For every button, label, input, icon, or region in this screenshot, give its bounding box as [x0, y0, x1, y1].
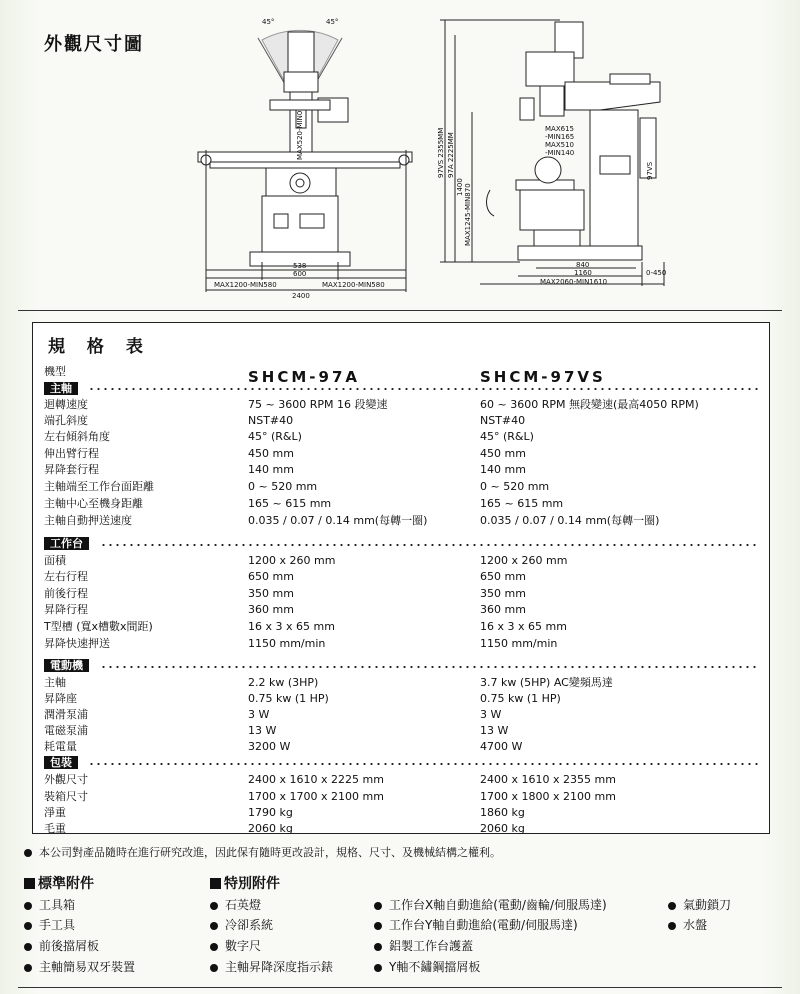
accessory-item — [210, 896, 261, 913]
section-packing: 包裝 — [44, 756, 78, 769]
accessory-label: 水盤 — [683, 918, 708, 932]
accessory-label: 工具箱 — [39, 898, 76, 912]
bullet-icon — [374, 902, 382, 910]
accessory-item — [24, 937, 99, 954]
bullet-icon — [24, 964, 32, 972]
accessory-item — [668, 916, 707, 933]
row-value-b: 45° (R&L) — [480, 430, 534, 443]
section-dots — [88, 763, 758, 765]
row-label: 耗電量 — [44, 740, 77, 753]
row-value-b: 0.035 / 0.07 / 0.14 mm(每轉一圈) — [480, 514, 660, 527]
accessory-label: Y軸不鏽鋼擋屑板 — [389, 960, 481, 974]
row-value-b: 2400 x 1610 x 2355 mm — [480, 773, 616, 786]
section-dots — [100, 544, 758, 546]
row-label: 左右行程 — [44, 570, 88, 583]
bullet-icon — [210, 922, 218, 930]
optional-accessories-title — [210, 873, 280, 893]
bullet-icon — [210, 964, 218, 972]
row-value-a: 450 mm — [248, 447, 294, 460]
standard-title-text: 標準附件 — [38, 876, 94, 892]
row-label: 主軸自動押送速度 — [44, 514, 132, 527]
row-value-b: 650 mm — [480, 570, 526, 583]
row-value-a: 2400 x 1610 x 2225 mm — [248, 773, 384, 786]
row-label: 主軸端至工作台面距離 — [44, 480, 154, 493]
row-label: 左右傾斜角度 — [44, 430, 110, 443]
dim-knee: MAX1245-MIN870 — [464, 183, 472, 246]
dim-840: 840 — [576, 261, 590, 269]
row-value-b: 2060 kg — [480, 822, 525, 835]
dim-vertical: MAX520-MIN0 — [296, 110, 304, 160]
model-b: SHCM-97VS — [480, 368, 606, 386]
row-value-b: 1700 x 1800 x 2100 mm — [480, 790, 616, 803]
row-value-b: 4700 W — [480, 740, 523, 753]
row-label: 外觀尺寸 — [44, 773, 88, 786]
bullet-icon — [24, 943, 32, 951]
square-icon — [24, 878, 35, 889]
accessory-item — [24, 958, 135, 975]
accessory-label: 主軸簡易双牙裝置 — [39, 960, 136, 974]
dim-600: 600 — [293, 270, 307, 278]
row-label: 面積 — [44, 554, 66, 567]
accessory-label: 主軸昇降深度指示錶 — [225, 960, 334, 974]
accessory-item — [210, 916, 273, 933]
accessory-item — [374, 937, 473, 954]
spec-title: 規 格 表 — [48, 337, 151, 357]
dimension-drawing — [0, 0, 800, 310]
row-value-a: 1700 x 1700 x 2100 mm — [248, 790, 384, 803]
row-value-a: 0 ~ 520 mm — [248, 480, 318, 493]
row-value-a: 3 W — [248, 708, 270, 721]
row-value-b: 16 x 3 x 65 mm — [480, 620, 567, 633]
row-value-b: 140 mm — [480, 463, 526, 476]
accessory-label: 手工具 — [39, 918, 76, 932]
row-value-b: 60 ~ 3600 RPM 無段變速(最高4050 RPM) — [480, 398, 699, 411]
row-label: 電磁泵浦 — [44, 724, 88, 737]
accessory-item — [24, 896, 75, 913]
accessory-item — [374, 958, 480, 975]
bullet-icon — [210, 902, 218, 910]
row-value-b: 1200 x 260 mm — [480, 554, 568, 567]
accessory-label: 冷卻系統 — [225, 918, 274, 932]
bullet-icon — [374, 943, 382, 951]
row-value-a: 45° (R&L) — [248, 430, 302, 443]
row-value-a: 0.75 kw (1 HP) — [248, 692, 329, 705]
row-value-b: 13 W — [480, 724, 509, 737]
angle-right-label: 45° — [326, 18, 339, 26]
accessory-item — [210, 958, 333, 975]
row-value-b: 360 mm — [480, 603, 526, 616]
accessory-item — [210, 937, 261, 954]
dim-min140: -MIN140 — [545, 149, 575, 157]
row-label: 昇降行程 — [44, 603, 88, 616]
accessory-item — [668, 896, 731, 913]
section-dots — [88, 388, 758, 390]
row-value-b: 1860 kg — [480, 806, 525, 819]
square-icon — [210, 878, 221, 889]
row-label: 潤滑泵浦 — [44, 708, 88, 721]
accessory-label: 工作台X軸自動進給(電動/齒輪/伺服馬達) — [389, 898, 607, 912]
model-label: 機型 — [44, 365, 66, 378]
row-value-a: 360 mm — [248, 603, 294, 616]
row-label: 端孔斜度 — [44, 414, 88, 427]
row-label: 伸出臂行程 — [44, 447, 99, 460]
accessory-label: 數字尺 — [225, 939, 262, 953]
row-value-a: NST#40 — [248, 414, 294, 427]
dim-total: 2400 — [292, 292, 310, 300]
row-value-a: 16 x 3 x 65 mm — [248, 620, 335, 633]
row-value-a: 3200 W — [248, 740, 291, 753]
row-value-b: 3.7 kw (5HP) AC變頻馬達 — [480, 676, 613, 689]
dim-0-450: 0-450 — [646, 269, 667, 277]
dim-max510: MAX510 — [545, 141, 574, 149]
row-label: T型槽 (寬x槽數x間距) — [44, 620, 153, 633]
row-label: 裝箱尺寸 — [44, 790, 88, 803]
row-value-a: 2.2 kw (3HP) — [248, 676, 319, 689]
row-label: 主軸中心至機身距離 — [44, 497, 143, 510]
disclaimer-note — [24, 844, 501, 860]
accessory-label: 石英燈 — [225, 898, 262, 912]
section-motor: 電動機 — [44, 659, 89, 672]
row-value-b: 1150 mm/min — [480, 637, 558, 650]
accessory-label: 氣動鎖刀 — [683, 898, 732, 912]
note-text: 本公司對產品隨時在進行研究改進，因此保有隨時更改設計，規格、尺寸、及機械結構之權利。 — [39, 846, 501, 859]
row-label: 前後行程 — [44, 587, 88, 600]
dim-97a: 97A 2225MM — [447, 132, 455, 178]
bullet-icon — [24, 922, 32, 930]
accessory-item — [374, 916, 578, 933]
row-value-a: 0.035 / 0.07 / 0.14 mm(每轉一圈) — [248, 514, 428, 527]
accessory-label: 前後擋屑板 — [39, 939, 100, 953]
accessory-item — [374, 896, 607, 913]
row-value-a: 2060 kg — [248, 822, 293, 835]
section-dots — [100, 666, 758, 668]
dim-1400: 1400 — [456, 178, 464, 196]
row-value-b: 350 mm — [480, 587, 526, 600]
dim-left: MAX1200-MIN580 — [214, 281, 277, 289]
dim-97vs: 97VS 2355MM — [437, 127, 445, 178]
accessory-label: 鋁製工作台護蓋 — [389, 939, 474, 953]
row-value-b: NST#40 — [480, 414, 526, 427]
row-label: 淨重 — [44, 806, 66, 819]
angle-left-label: 45° — [262, 18, 275, 26]
row-value-a: 350 mm — [248, 587, 294, 600]
bullet-icon — [668, 902, 676, 910]
row-label: 昇降座 — [44, 692, 77, 705]
bullet-icon — [24, 849, 32, 857]
row-value-a: 140 mm — [248, 463, 294, 476]
bullet-icon — [24, 902, 32, 910]
row-value-b: 450 mm — [480, 447, 526, 460]
row-label: 迴轉速度 — [44, 398, 88, 411]
divider-top — [18, 310, 782, 311]
dim-vs-label: 97VS — [646, 161, 654, 180]
dim-1160: 1160 — [574, 269, 592, 277]
row-value-a: 75 ~ 3600 RPM 16 段變速 — [248, 398, 388, 411]
row-label: 毛重 — [44, 822, 66, 835]
row-value-a: 13 W — [248, 724, 277, 737]
bullet-icon — [374, 964, 382, 972]
row-value-a: 650 mm — [248, 570, 294, 583]
section-table: 工作台 — [44, 537, 89, 550]
row-label: 昇降快速押送 — [44, 637, 110, 650]
bullet-icon — [210, 943, 218, 951]
row-value-b: 3 W — [480, 708, 502, 721]
dim-bottom: MAX2060-MIN1610 — [540, 278, 608, 286]
bullet-icon — [374, 922, 382, 930]
row-value-a: 1200 x 260 mm — [248, 554, 336, 567]
row-value-a: 165 ~ 615 mm — [248, 497, 332, 510]
row-label: 主軸 — [44, 676, 66, 689]
divider-bottom — [18, 987, 782, 988]
row-value-b: 165 ~ 615 mm — [480, 497, 564, 510]
bullet-icon — [668, 922, 676, 930]
accessory-item — [24, 916, 75, 933]
row-label: 昇降套行程 — [44, 463, 99, 476]
optional-title-text: 特別附件 — [224, 876, 280, 892]
row-value-b: 0 ~ 520 mm — [480, 480, 550, 493]
drawing-title: 外觀尺寸圖 — [44, 34, 144, 55]
standard-accessories-title — [24, 873, 94, 893]
dim-min165: -MIN165 — [545, 133, 575, 141]
row-value-a: 1790 kg — [248, 806, 293, 819]
section-spindle: 主軸 — [44, 382, 78, 395]
model-a: SHCM-97A — [248, 368, 361, 386]
row-value-a: 1150 mm/min — [248, 637, 326, 650]
dim-right: MAX1200-MIN580 — [322, 281, 385, 289]
accessory-label: 工作台Y軸自動進給(電動/伺服馬達) — [389, 918, 578, 932]
dim-538: 538 — [293, 262, 307, 270]
dim-max615: MAX615 — [545, 125, 574, 133]
row-value-b: 0.75 kw (1 HP) — [480, 692, 561, 705]
